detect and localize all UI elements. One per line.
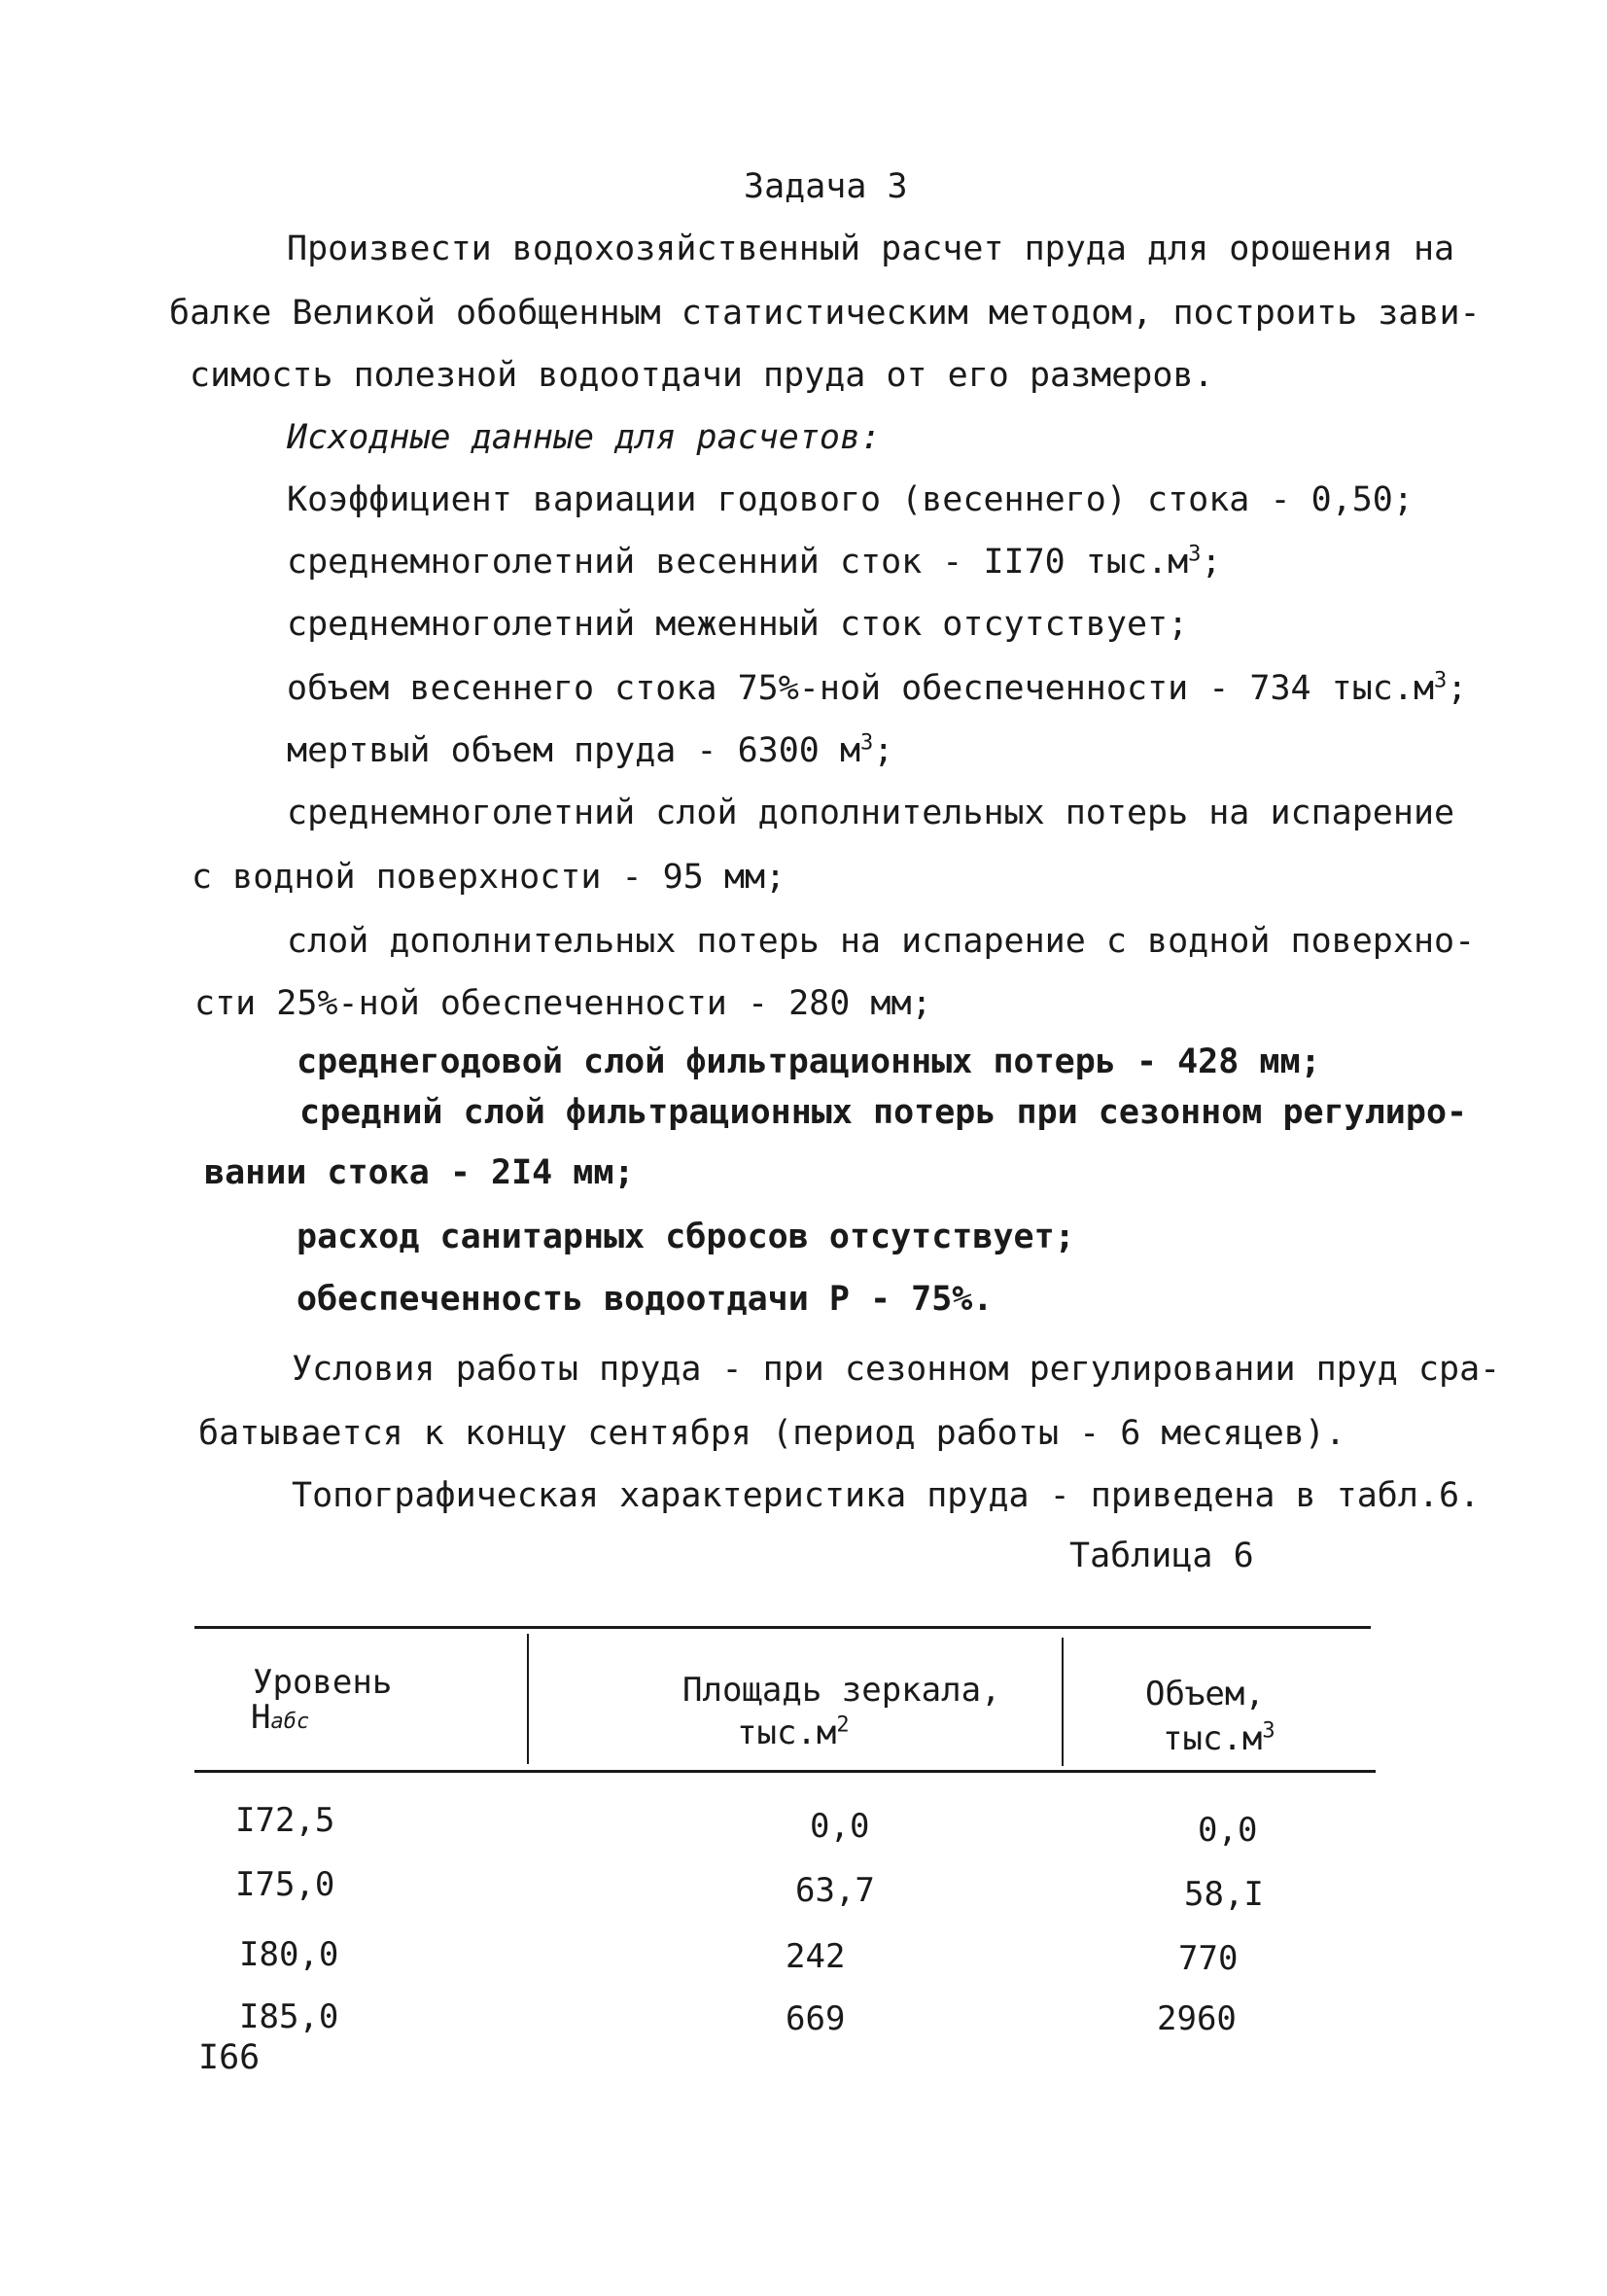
header-area-1: Площадь зеркала,	[682, 1671, 1001, 1710]
header-level-2-text: Н	[251, 1698, 271, 1737]
line-sanitary: расход санитарных сбросов отсутствует;	[297, 1218, 1075, 1256]
table-cell-area: 63,7	[795, 1871, 875, 1910]
table-cell-volume: 0,0	[1198, 1811, 1258, 1850]
line-filtr-season-2: вании стока - 2I4 мм;	[204, 1153, 635, 1192]
table-cell-level: I80,0	[239, 1935, 339, 1974]
table-header-rule	[194, 1770, 1376, 1773]
line-spring-runoff	[287, 543, 1222, 582]
table-cell-level: I85,0	[239, 1997, 339, 2036]
line-conditions-2: батывается к концу сентября (период работы - 6 месяцев).	[198, 1414, 1346, 1453]
line-evap-1: среднемноголетний слой дополнительных потерь на испарение	[287, 794, 1455, 832]
line-volume-75-end: ;	[1447, 669, 1468, 708]
header-level-2	[251, 1698, 309, 1742]
line-evap-2: с водной поверхности - 95 мм;	[192, 858, 786, 897]
header-level-1: Уровень	[253, 1663, 393, 1702]
line-dead-volume-sup: 3	[860, 730, 874, 756]
table-cell-area: 242	[786, 1937, 846, 1976]
table-cell-volume: 2960	[1157, 1999, 1237, 2038]
header-volume-1: Объем,	[1145, 1675, 1265, 1713]
intro-line-3: симость полезной водоотдачи пруда от его размеров.	[190, 356, 1214, 395]
line-low-water: среднемноголетний меженный сток отсутствует;	[287, 605, 1189, 644]
table-col-divider-2	[1062, 1638, 1064, 1766]
line-filtr-season-1: средний слой фильтрационных потерь при сезонном регулиро-	[299, 1093, 1468, 1132]
line-topo: Топографическая характеристика пруда - приведена в табл.6.	[292, 1476, 1481, 1515]
header-area-2-sup: 2	[836, 1713, 850, 1738]
line-dead-volume-text: мертвый объем пруда - 6300 м	[287, 731, 861, 770]
table-cell-volume: 770	[1178, 1939, 1239, 1978]
header-volume-2	[1163, 1719, 1275, 1758]
line-probability: обеспеченность водоотдачи Р - 75%.	[297, 1280, 994, 1319]
line-volume-75-text: объем весеннего стока 75%-ной обеспеченности - 734 тыс.м	[287, 669, 1435, 708]
line-spring-runoff-text: среднемноголетний весенний сток - II70 тыс.м	[287, 543, 1189, 582]
header-area-2-text: тыс.м	[737, 1713, 837, 1752]
line-cv: Коэффициент вариации годового (весеннего) стока - 0,50;	[287, 480, 1414, 519]
header-volume-2-text: тыс.м	[1163, 1719, 1263, 1758]
table-cell-level: I72,5	[235, 1801, 335, 1840]
table-caption: Таблица 6	[1069, 1537, 1254, 1575]
header-volume-2-sup: 3	[1262, 1718, 1275, 1744]
intro-line-2: балке Великой обобщенным статистическим методом, построить зави-	[169, 294, 1481, 333]
header-area-2	[737, 1713, 850, 1752]
header-level-2-sub: абс	[270, 1710, 310, 1734]
data-heading: Исходные данные для расчетов:	[287, 418, 882, 457]
line-evap25-1: слой дополнительных потерь на испарение с водной поверхно-	[287, 922, 1476, 961]
table-cell-area: 0,0	[810, 1807, 870, 1846]
line-conditions-1: Условия работы пруда - при сезонном регулировании пруд сра-	[292, 1350, 1501, 1389]
line-filtr-annual: среднегодовой слой фильтрационных потерь - 428 мм;	[297, 1042, 1321, 1081]
page-number: I66	[198, 2038, 261, 2077]
table-cell-area: 669	[786, 1999, 846, 2038]
table-col-divider-1	[527, 1634, 529, 1764]
line-evap25-2: сти 25%-ной обеспеченности - 280 мм;	[194, 984, 932, 1023]
page-title: Задача 3	[744, 167, 908, 206]
line-dead-volume	[287, 731, 893, 770]
intro-line-1: Произвести водохозяйственный расчет пруда для орошения на	[287, 230, 1455, 268]
table-cell-level: I75,0	[235, 1865, 335, 1904]
table-top-rule	[194, 1626, 1371, 1629]
line-volume-75	[287, 669, 1467, 708]
line-volume-75-sup: 3	[1434, 668, 1448, 693]
line-spring-runoff-sup: 3	[1188, 542, 1202, 567]
line-dead-volume-end: ;	[873, 731, 894, 770]
line-spring-runoff-end: ;	[1201, 543, 1222, 582]
table-cell-volume: 58,I	[1184, 1875, 1264, 1914]
